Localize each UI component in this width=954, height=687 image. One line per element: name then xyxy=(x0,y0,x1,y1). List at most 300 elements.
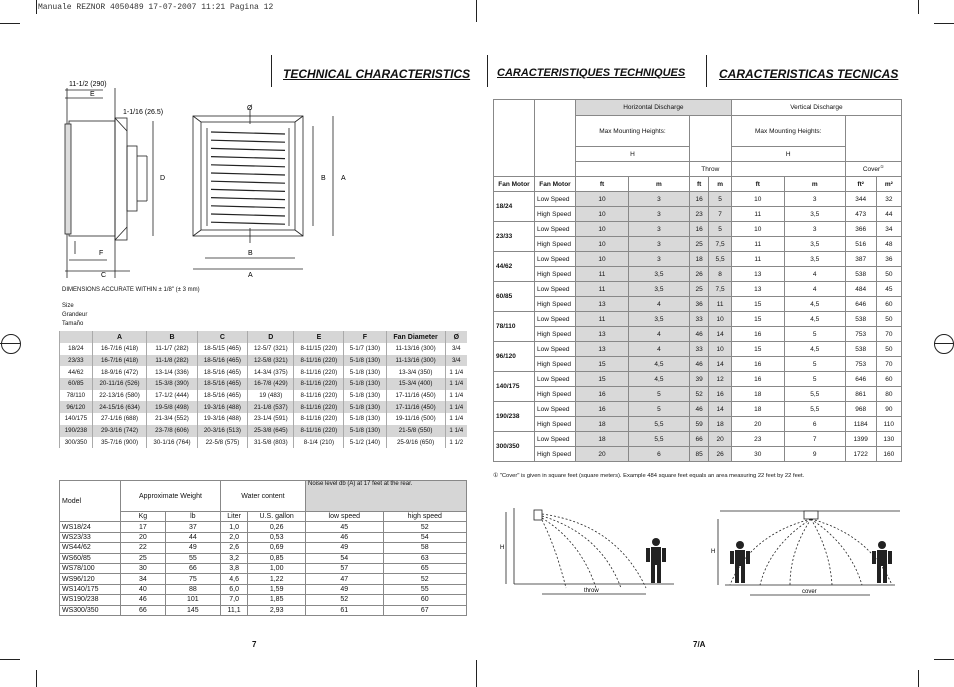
dims-cell: 1 1/4 xyxy=(445,425,467,437)
dims-cell: 1 1/4 xyxy=(445,366,467,378)
perf-cell: 85 xyxy=(689,447,708,462)
dims-cell: 35-7/16 (900) xyxy=(92,437,147,449)
perf-cell: 10 xyxy=(709,312,731,327)
perf-cell: 11 xyxy=(731,252,784,267)
dims-cell: 8-11/16 (220) xyxy=(294,413,344,425)
dims-cell: 60/85 xyxy=(60,378,93,390)
dims-cell: 22-5/8 (575) xyxy=(197,437,247,449)
perf-cell: 25 xyxy=(689,282,708,297)
perf-cell: 70 xyxy=(876,357,901,372)
dims-cell: 44/62 xyxy=(60,366,93,378)
perf-row xyxy=(494,372,902,387)
dim-e-label: E xyxy=(90,91,95,98)
perf-cell: 5 xyxy=(709,222,731,237)
perf-cell: 46 xyxy=(689,402,708,417)
perf-cell: 4 xyxy=(784,267,845,282)
perf-cell: 13 xyxy=(576,297,629,312)
perf-cell: 13 xyxy=(731,282,784,297)
louver-line xyxy=(211,157,285,159)
performance-table xyxy=(493,99,902,462)
perf-row xyxy=(494,447,902,462)
dims-cell: 5-1/8 (130) xyxy=(344,425,386,437)
perf-cell: 538 xyxy=(845,342,876,357)
dims-cell: 18-5/16 (465) xyxy=(197,378,247,390)
perf-cell: 366 xyxy=(845,222,876,237)
size-label: Size Grandeur Tamaño xyxy=(62,303,88,327)
perf-cell: 3 xyxy=(784,192,845,207)
perf-cell: Low Speed xyxy=(535,312,576,327)
perf-cell: 5 xyxy=(709,192,731,207)
throw-header: Throw xyxy=(689,162,731,177)
perf-row xyxy=(494,252,902,267)
unit-drawing xyxy=(55,76,365,286)
dims-row xyxy=(60,425,468,437)
perf-cell: 11 xyxy=(709,297,731,312)
model-cell: 40 xyxy=(121,584,166,594)
dims-cell: 30-1/16 (764) xyxy=(147,437,197,449)
perf-cell: 5 xyxy=(784,372,845,387)
perf-cell: 10 xyxy=(731,192,784,207)
model-row xyxy=(60,522,467,532)
model-cell: 60 xyxy=(383,595,466,605)
size-cell: 96/120 xyxy=(494,342,535,372)
perf-cell: 16 xyxy=(576,387,629,402)
perf-cell: 516 xyxy=(845,237,876,252)
perf-cell: 968 xyxy=(845,402,876,417)
h-label-left: H xyxy=(500,545,505,551)
perf-cell: 3 xyxy=(629,222,690,237)
perf-cell: 5 xyxy=(629,387,690,402)
perf-cell: 18 xyxy=(576,432,629,447)
dims-cell: 1 1/4 xyxy=(445,401,467,413)
dims-cell: 22-13/16 (580) xyxy=(92,390,147,402)
dims-cell: 18-5/16 (465) xyxy=(197,355,247,367)
perf-cell: 3,5 xyxy=(629,267,690,282)
perf-cell: 7,5 xyxy=(709,237,731,252)
perf-cell: 1722 xyxy=(845,447,876,462)
dims-cell: 16-7/8 (429) xyxy=(248,378,294,390)
perf-cell: High Speed xyxy=(535,327,576,342)
perf-cell: 46 xyxy=(689,327,708,342)
model-header: Model xyxy=(60,481,121,522)
perf-cell: 10 xyxy=(576,237,629,252)
perf-cell: 50 xyxy=(876,312,901,327)
perf-cell: 33 xyxy=(689,342,708,357)
model-cell: 54 xyxy=(306,553,384,563)
dims-cell: 16-7/16 (418) xyxy=(92,355,147,367)
dims-cell: 20-3/16 (513) xyxy=(197,425,247,437)
dim-phi-label: Ø xyxy=(247,105,253,112)
model-cell: 57 xyxy=(306,563,384,573)
dims-cell: 11-1/7 (282) xyxy=(147,343,197,355)
dims-cell: 29-3/16 (742) xyxy=(92,425,147,437)
dims-cell: 96/120 xyxy=(60,401,93,413)
dims-cell: 8-11/16 (220) xyxy=(294,401,344,413)
model-row xyxy=(60,532,467,542)
perf-cell: Low Speed xyxy=(535,222,576,237)
perf-cell: 36 xyxy=(876,252,901,267)
model-cell: 1,85 xyxy=(248,595,306,605)
perf-cell: High Speed xyxy=(535,447,576,462)
perf-cell: 26 xyxy=(689,267,708,282)
model-cell: 4,6 xyxy=(220,574,247,584)
model-cell: 49 xyxy=(165,543,220,553)
perf-cell: 4 xyxy=(784,282,845,297)
title-fr: CARACTERISTIQUES TECHNIQUES xyxy=(497,67,686,79)
louver-line xyxy=(211,148,285,150)
louver-line xyxy=(211,140,285,142)
dims-cell: 12-5/7 (321) xyxy=(248,343,294,355)
size-cell: 44/62 xyxy=(494,252,535,282)
perf-cell: High Speed xyxy=(535,387,576,402)
dims-cell: 5-1/2 (140) xyxy=(344,437,386,449)
dims-col-header: Ø xyxy=(445,331,467,343)
model-subheader: Liter xyxy=(220,512,247,522)
model-cell: 49 xyxy=(306,543,384,553)
unit-header: ft xyxy=(689,177,708,192)
perf-cell: 16 xyxy=(576,402,629,417)
dims-cell: 5-1/7 (130) xyxy=(344,343,386,355)
dims-col-header: F xyxy=(344,331,386,343)
dims-cell: 20-11/16 (526) xyxy=(92,378,147,390)
perf-cell: 16 xyxy=(709,387,731,402)
perf-cell: 14 xyxy=(709,357,731,372)
dims-cell: 18/24 xyxy=(60,343,93,355)
model-cell: 11,1 xyxy=(220,605,247,615)
perf-cell: 753 xyxy=(845,327,876,342)
perf-cell: 3,5 xyxy=(784,237,845,252)
perf-cell: 59 xyxy=(689,417,708,432)
perf-row xyxy=(494,327,902,342)
unit-header: m xyxy=(784,177,845,192)
perf-cell: 387 xyxy=(845,252,876,267)
perf-cell: 344 xyxy=(845,192,876,207)
dimensions-table xyxy=(59,331,467,448)
dims-note: DIMENSIONS ACCURATE WITHIN ± 1/8" (± 3 mm) xyxy=(62,287,200,293)
perf-cell: 48 xyxy=(876,237,901,252)
dims-cell: 17-11/16 (450) xyxy=(386,390,445,402)
dims-cell: 5-1/8 (130) xyxy=(344,401,386,413)
perf-row xyxy=(494,222,902,237)
perf-cell: 5,5 xyxy=(784,402,845,417)
model-row xyxy=(60,595,467,605)
perf-row xyxy=(494,237,902,252)
perf-cell: 3 xyxy=(784,222,845,237)
perf-cell: 484 xyxy=(845,282,876,297)
perf-cell: 4,5 xyxy=(784,297,845,312)
perf-cell: 3 xyxy=(629,237,690,252)
dims-row xyxy=(60,437,468,449)
unit-header: m² xyxy=(876,177,901,192)
perf-cell: 5,5 xyxy=(784,387,845,402)
model-cell: 52 xyxy=(383,574,466,584)
louver-line xyxy=(211,206,285,208)
dims-cell: 25-3/8 (645) xyxy=(248,425,294,437)
perf-cell: 11 xyxy=(576,282,629,297)
file-header: Manuale REZNOR 4050489 17-07-2007 11:21 Pagina 12 xyxy=(38,3,274,12)
perf-cell: Low Speed xyxy=(535,432,576,447)
model-cell: WS23/33 xyxy=(60,532,121,542)
dims-cell: 24-15/16 (634) xyxy=(92,401,147,413)
dims-cell: 13-3/4 (350) xyxy=(386,366,445,378)
dims-row xyxy=(60,366,468,378)
perf-cell: 753 xyxy=(845,357,876,372)
perf-cell: 5,5 xyxy=(709,252,731,267)
model-subheader: low speed xyxy=(306,512,384,522)
perf-row xyxy=(494,342,902,357)
louver-line xyxy=(211,165,285,167)
perf-cell: 4,5 xyxy=(629,372,690,387)
perf-row xyxy=(494,207,902,222)
size-cell: 78/110 xyxy=(494,312,535,342)
perf-cell: 11 xyxy=(576,312,629,327)
perf-cell: 16 xyxy=(731,357,784,372)
perf-cell: 4 xyxy=(629,297,690,312)
perf-cell: 50 xyxy=(876,342,901,357)
perf-cell: 10 xyxy=(576,192,629,207)
dims-cell: 8-11/16 (220) xyxy=(294,355,344,367)
title-en: TECHNICAL CHARACTERISTICS xyxy=(283,67,471,81)
model-cell: WS44/62 xyxy=(60,543,121,553)
mount-v-header: Max Mounting Heights: xyxy=(731,116,845,147)
model-cell: 3,8 xyxy=(220,563,247,573)
louver-line xyxy=(211,173,285,175)
perf-cell: 646 xyxy=(845,297,876,312)
perf-cell: 23 xyxy=(689,207,708,222)
perf-cell: 15 xyxy=(731,342,784,357)
model-cell: 7,0 xyxy=(220,595,247,605)
perf-cell: 10 xyxy=(731,222,784,237)
dims-cell: 11-13/16 (300) xyxy=(386,343,445,355)
perf-cell: 11 xyxy=(731,207,784,222)
model-cell: 0,85 xyxy=(248,553,306,563)
model-cell: WS300/350 xyxy=(60,605,121,615)
model-cell: 75 xyxy=(165,574,220,584)
size-cell: 23/33 xyxy=(494,222,535,252)
size-cell: 60/85 xyxy=(494,282,535,312)
perf-cell: 16 xyxy=(731,327,784,342)
size-cell: 300/350 xyxy=(494,432,535,462)
dims-row xyxy=(60,413,468,425)
model-cell: 61 xyxy=(306,605,384,615)
perf-cell: 46 xyxy=(689,357,708,372)
dim-b-bottom-label: B xyxy=(248,250,253,257)
title-es: CARACTERISTICAS TECNICAS xyxy=(719,67,899,81)
model-cell: 65 xyxy=(383,563,466,573)
perf-cell: 10 xyxy=(709,342,731,357)
perf-cell: Low Speed xyxy=(535,372,576,387)
perf-cell: 14 xyxy=(709,402,731,417)
model-cell: 47 xyxy=(306,574,384,584)
dims-cell: 21-5/8 (550) xyxy=(386,425,445,437)
fan-motor-header: Fan Motor xyxy=(535,177,576,192)
dims-cell: 1 1/4 xyxy=(445,378,467,390)
dims-cell: 78/110 xyxy=(60,390,93,402)
perf-cell: 30 xyxy=(731,447,784,462)
perf-cell: High Speed xyxy=(535,357,576,372)
model-cell: 0,69 xyxy=(248,543,306,553)
weight-header: Approximate Weight xyxy=(121,481,221,512)
dims-cell: 18-5/16 (465) xyxy=(197,366,247,378)
perf-cell: 10 xyxy=(576,222,629,237)
perf-cell: 7 xyxy=(709,207,731,222)
dims-cell: 3/4 xyxy=(445,343,467,355)
dims-cell: 18-5/16 (465) xyxy=(197,390,247,402)
model-cell: 30 xyxy=(121,563,166,573)
dims-cell: 300/350 xyxy=(60,437,93,449)
perf-cell: 6 xyxy=(629,447,690,462)
perf-cell: 3,5 xyxy=(629,282,690,297)
model-cell: 66 xyxy=(165,563,220,573)
perf-cell: 3,5 xyxy=(784,252,845,267)
cover-label: cover xyxy=(802,589,817,595)
perf-cell: 3 xyxy=(629,207,690,222)
model-subheader: U.S. gallon xyxy=(248,512,306,522)
dim-d-label: D xyxy=(160,175,166,182)
size-cell: 18/24 xyxy=(494,192,535,222)
model-row xyxy=(60,543,467,553)
louver-line xyxy=(211,189,285,191)
dims-cell: 19-11/16 (500) xyxy=(386,413,445,425)
model-cell: WS190/238 xyxy=(60,595,121,605)
unit-header: m xyxy=(629,177,690,192)
perf-cell: 10 xyxy=(576,252,629,267)
perf-cell: 6 xyxy=(784,417,845,432)
model-cell: 49 xyxy=(306,584,384,594)
perf-cell: 60 xyxy=(876,297,901,312)
perf-cell: 646 xyxy=(845,372,876,387)
perf-cell: 3,5 xyxy=(629,312,690,327)
perf-cell: 5,5 xyxy=(629,417,690,432)
dims-cell: 11-13/16 (300) xyxy=(386,355,445,367)
perf-cell: 110 xyxy=(876,417,901,432)
model-table xyxy=(59,480,467,616)
unit-header: ft² xyxy=(845,177,876,192)
model-cell: WS18/24 xyxy=(60,522,121,532)
model-subheader: Kg xyxy=(121,512,166,522)
fan-motor-header: Fan Motor xyxy=(494,177,535,192)
perf-cell: 18 xyxy=(731,402,784,417)
perf-cell: 52 xyxy=(689,387,708,402)
perf-cell: 13 xyxy=(576,342,629,357)
cover-diagram xyxy=(710,505,900,605)
perf-cell: 3 xyxy=(629,252,690,267)
louver-line xyxy=(211,181,285,183)
perf-cell: Low Speed xyxy=(535,252,576,267)
perf-cell: 16 xyxy=(689,192,708,207)
model-cell: 58 xyxy=(383,543,466,553)
dims-cell: 19-5/8 (498) xyxy=(147,401,197,413)
perf-row xyxy=(494,267,902,282)
unit-header: ft xyxy=(731,177,784,192)
perf-cell: 34 xyxy=(876,222,901,237)
model-cell: 145 xyxy=(165,605,220,615)
perf-cell: 130 xyxy=(876,432,901,447)
model-cell: 2,93 xyxy=(248,605,306,615)
perf-cell: 18 xyxy=(689,252,708,267)
dims-cell: 23-1/4 (591) xyxy=(248,413,294,425)
dims-cell: 5-1/8 (130) xyxy=(344,413,386,425)
perf-cell: Low Speed xyxy=(535,282,576,297)
throw-label: throw xyxy=(584,588,599,594)
perf-cell: 5,5 xyxy=(629,432,690,447)
perf-row xyxy=(494,297,902,312)
water-header: Water content xyxy=(220,481,305,512)
perf-cell: 10 xyxy=(576,207,629,222)
perf-cell: 160 xyxy=(876,447,901,462)
dims-row xyxy=(60,390,468,402)
model-cell: 67 xyxy=(383,605,466,615)
dims-cell: 21-3/4 (552) xyxy=(147,413,197,425)
model-cell: 46 xyxy=(121,595,166,605)
perf-cell: 861 xyxy=(845,387,876,402)
perf-cell: 15 xyxy=(576,357,629,372)
dims-row xyxy=(60,378,468,390)
dims-cell: 17-1/2 (444) xyxy=(147,390,197,402)
model-cell: 1,59 xyxy=(248,584,306,594)
perf-cell: 9 xyxy=(784,447,845,462)
dims-cell: 5-1/8 (130) xyxy=(344,366,386,378)
dims-row xyxy=(60,355,468,367)
dims-cell: 15-3/4 (400) xyxy=(386,378,445,390)
dims-cell: 17-11/16 (450) xyxy=(386,401,445,413)
perf-row xyxy=(494,417,902,432)
dims-cell: 19-3/16 (488) xyxy=(197,413,247,425)
title-rule xyxy=(487,55,488,87)
horizontal-header: Horizontal Discharge xyxy=(576,100,732,116)
perf-cell: 538 xyxy=(845,267,876,282)
perf-cell: 16 xyxy=(689,222,708,237)
perf-cell: Low Speed xyxy=(535,402,576,417)
model-cell: 2,6 xyxy=(220,543,247,553)
vertical-header: Vertical Discharge xyxy=(731,100,901,116)
model-cell: WS140/175 xyxy=(60,584,121,594)
model-cell: 17 xyxy=(121,522,166,532)
footnote: ① "Cover" is given in square feet (square meters). Example 484 square feet equals an area measuring 22 feet by 22 feet. xyxy=(493,473,805,479)
dims-cell: 23/33 xyxy=(60,355,93,367)
throw-diagram xyxy=(496,498,676,603)
dims-cell: 19 (483) xyxy=(248,390,294,402)
perf-cell: 80 xyxy=(876,387,901,402)
model-cell: 55 xyxy=(383,584,466,594)
dims-cell: 1 1/2 xyxy=(445,437,467,449)
dims-cell: 5-1/8 (130) xyxy=(344,378,386,390)
perf-cell: 11 xyxy=(731,237,784,252)
page-number-left: 7 xyxy=(252,640,257,649)
perf-cell: 32 xyxy=(876,192,901,207)
perf-cell: High Speed xyxy=(535,417,576,432)
model-row xyxy=(60,605,467,615)
model-cell: 46 xyxy=(306,532,384,542)
dims-cell: 11-1/8 (282) xyxy=(147,355,197,367)
perf-cell: 39 xyxy=(689,372,708,387)
model-row xyxy=(60,584,467,594)
perf-cell: 5 xyxy=(784,357,845,372)
mount-h-header: Max Mounting Heights: xyxy=(576,116,690,147)
perf-row xyxy=(494,192,902,207)
model-cell: 1,0 xyxy=(220,522,247,532)
perf-row xyxy=(494,402,902,417)
perf-cell: 18 xyxy=(576,417,629,432)
dims-cell: 27-1/16 (688) xyxy=(92,413,147,425)
dims-cell: 19-3/16 (488) xyxy=(197,401,247,413)
cover-header: Cover① xyxy=(845,162,901,177)
model-subheader: lb xyxy=(165,512,220,522)
perf-cell: 7 xyxy=(784,432,845,447)
dims-col-header: D xyxy=(248,331,294,343)
registration-mark-right xyxy=(934,334,954,354)
perf-row xyxy=(494,432,902,447)
